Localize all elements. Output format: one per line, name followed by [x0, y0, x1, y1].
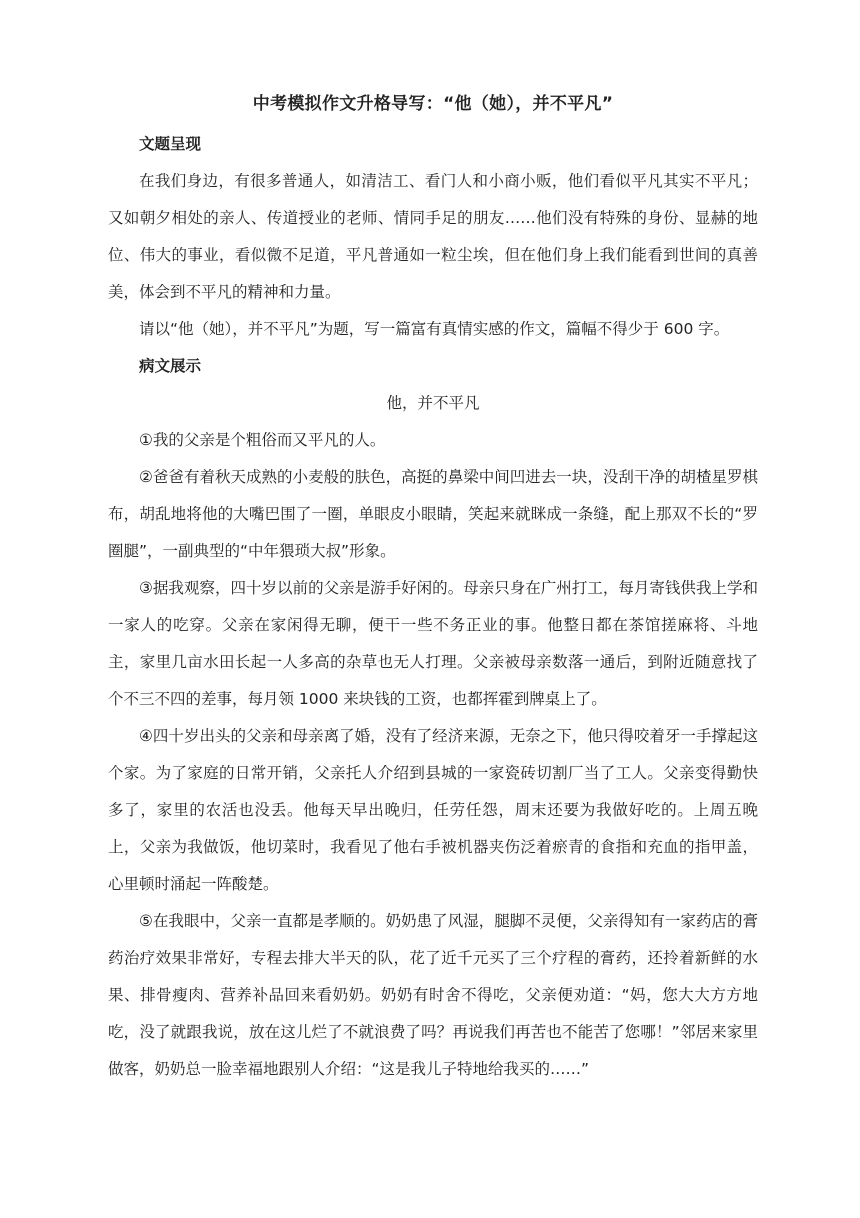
- document-title: 中考模拟作文升格导写：“他（她），并不平凡”: [252, 94, 614, 114]
- essay-paragraph: ①我的父亲是个粗俗而又平凡的人。: [139, 431, 386, 449]
- essay-paragraph: ③据我观察，四十岁以前的父亲是游手好闲的。母亲只身在广州打工，每月寄钱供我上学和一家人的吃穿。父亲在家闲得无聊，便干一些不务正业的事。他整日都在茶馆搓麻将、斗地主，家里几亩水田长起一人多高的杂草也无人打理。父亲被母亲数落一通后，到附近随意找了个不三不四的差事，每月领 1000 来块钱的工资，也都挥霍到牌桌上了。: [108, 579, 758, 708]
- section-heading-prompt: 文题呈现: [139, 135, 202, 153]
- prompt-paragraph: 请以“他（她），并不平凡”为题，写一篇富有真情实感的作文，篇幅不得少于 600 字。: [139, 320, 730, 338]
- essay-paragraph: ④四十岁出头的父亲和母亲离了婚，没有了经济来源，无奈之下，他只得咬着牙一手撑起这个家。为了家庭的日常开销，父亲托人介绍到县城的一家瓷砖切割厂当了工人。父亲变得勤快多了，家里的农活也没丢。他每天早出晚归，任劳任怨，周末还要为我做好吃的。上周五晚上，父亲为我做饭，他切菜时，我看见了他右手被机器夹伤泛着瘀青的食指和充血的指甲盖，心里顿时涌起一阵酸楚。: [108, 727, 758, 893]
- prompt-paragraph: 在我们身边，有很多普通人，如清洁工、看门人和小商小贩，他们看似平凡其实不平凡；又如朝夕相处的亲人、传道授业的老师、情同手足的朋友……他们没有特殊的身份、显赫的地位、伟大的事业，看似微不足道，平凡普通如一粒尘埃，但在他们身上我们能看到世间的真善美，体会到不平凡的精神和力量。: [108, 172, 758, 301]
- section-heading-sample: 病文展示: [139, 357, 202, 375]
- document-page: [108, 90, 758, 1088]
- essay-paragraph: ②爸爸有着秋天成熟的小麦般的肤色，高挺的鼻梁中间凹进去一块，没刮干净的胡楂星罗棋布，胡乱地将他的大嘴巴围了一圈，单眼皮小眼睛，笑起来就眯成一条缝，配上那双不长的“罗圈腿”，一副典型的“中年猥琐大叔”形象。: [108, 468, 758, 560]
- essay-paragraph: ⑤在我眼中，父亲一直都是孝顺的。奶奶患了风湿，腿脚不灵便，父亲得知有一家药店的膏药治疗效果非常好，专程去排大半天的队，花了近千元买了三个疗程的膏药，还拎着新鲜的水果、排骨瘦肉、营养补品回来看奶奶。奶奶有时舍不得吃，父亲便劝道：“妈，您大大方方地吃，没了就跟我说，放在这儿烂了不就浪费了吗？再说我们再苦也不能苦了您哪！”邻居来家里做客，奶奶总一脸幸福地跟别人介绍：“这是我儿子特地给我买的……”: [108, 912, 758, 1078]
- essay-title: 他，并不平凡: [386, 394, 480, 412]
